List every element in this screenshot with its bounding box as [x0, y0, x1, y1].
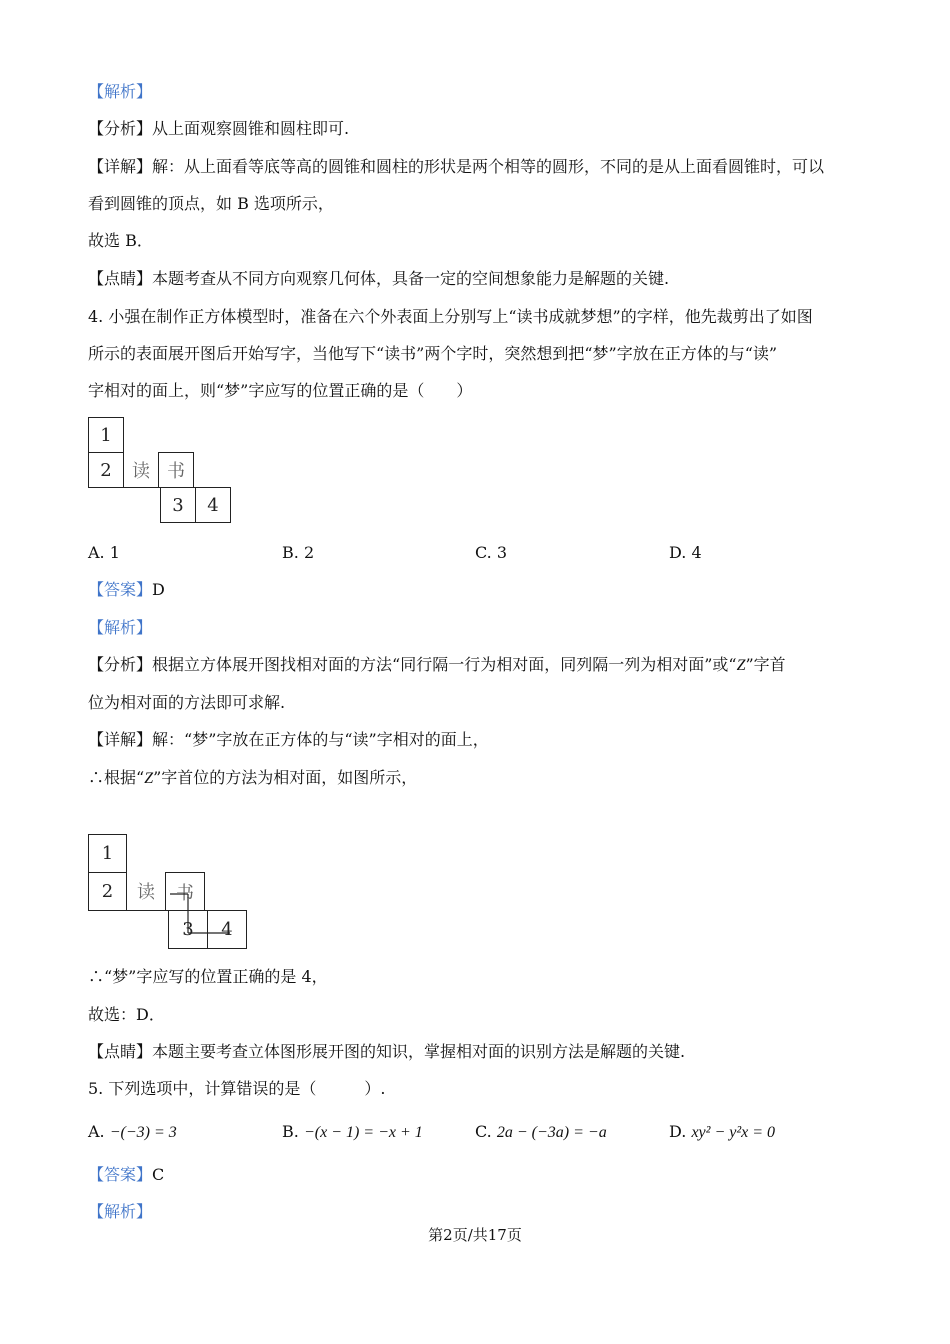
fenxi-text-tail: ”字首 — [745, 655, 786, 674]
answer-line — [88, 1164, 164, 1186]
net-cell-1: 1 — [88, 834, 127, 873]
net-cell-3: 3 — [160, 487, 196, 523]
therefore-line-1 — [88, 767, 417, 790]
net-cell-shu: 书 — [165, 872, 205, 911]
comment-line — [88, 1041, 685, 1063]
dianjing-tag: 【点睛】 — [88, 1042, 153, 1061]
analysis-tag: 【解析】 — [88, 618, 153, 637]
fenxi-tag: 【分析】 — [88, 655, 153, 674]
answer-value: D — [152, 580, 165, 599]
question-4-line-2: 所示的表面展开图后开始写字，当他写下“读书”两个字时，突然想到把“梦”字放在正方体的与“读” — [88, 344, 778, 363]
dianjing-text: 本题主要考查立体图形展开图的知识，掌握相对面的识别方法是解题的关键. — [152, 1042, 686, 1061]
dianjing-tag: 【点睛】 — [88, 269, 153, 288]
question-4-line-3: 字相对的面上，则“梦”字应写的位置正确的是（ ） — [88, 381, 473, 400]
answer-tag: 【答案】 — [88, 1165, 153, 1184]
option-value: −(x − 1) = −x + 1 — [303, 1124, 423, 1141]
q5-option-c — [475, 1121, 607, 1144]
fenxi-text: 根据立方体展开图找相对面的方法“同行隔一行为相对面，同列隔一列为相对面”或“ — [152, 655, 737, 674]
therefore-pre: ∴根据“ — [88, 768, 145, 787]
fenxi-tag: 【分析】 — [88, 119, 153, 138]
q5-option-a — [88, 1121, 177, 1144]
therefore-post: ”字首位的方法为相对面，如图所示， — [153, 768, 418, 787]
analysis-tag: 【解析】 — [88, 82, 153, 101]
question-4-line-1: 4. 小强在制作正方体模型时，准备在六个外表面上分别写上“读书成就梦想”的字样，他先裁剪出了如图 — [88, 307, 813, 326]
fenxi-text: 从上面观察圆锥和圆柱即可. — [152, 119, 350, 138]
xiangjie-text: 解：“梦”字放在正方体的与“读”字相对的面上， — [152, 730, 489, 749]
z-letter: Z — [736, 657, 746, 674]
option-value: 4 — [691, 543, 702, 562]
analysis-line-1 — [88, 654, 786, 677]
option-value: 1 — [109, 543, 120, 562]
z-path-lines — [88, 834, 248, 956]
analysis-line-2: 位为相对面的方法即可求解. — [88, 693, 286, 712]
answer-tag: 【答案】 — [88, 580, 153, 599]
option-value: 3 — [496, 543, 508, 562]
net-cell-2: 2 — [88, 452, 124, 488]
z-letter: Z — [144, 770, 154, 787]
option-value: 2a − (−3a) = −a — [496, 1124, 607, 1141]
option-value: −(−3) = 3 — [109, 1124, 177, 1141]
choice-line: 故选 B． — [88, 231, 153, 250]
cube-net-figure — [88, 417, 234, 527]
option-label: B. — [282, 1122, 299, 1141]
xiangjie-text: 解：从上面看等底等高的圆锥和圆柱的形状是两个相等的圆形，不同的是从上面看圆锥时，可以 — [152, 157, 825, 176]
page-footer: 第2页/共17页 — [428, 1226, 522, 1244]
option-label: D. — [669, 543, 687, 562]
analysis-tag: 【解析】 — [88, 1202, 153, 1221]
q5-option-d — [669, 1121, 775, 1144]
q5-option-b — [282, 1121, 423, 1144]
option-label: B. — [282, 543, 299, 562]
net-cell-3: 3 — [168, 910, 208, 949]
xiangjie-tag: 【详解】 — [88, 730, 153, 749]
choice-line: 故选：D． — [88, 1005, 165, 1024]
net-cell-2: 2 — [88, 872, 127, 911]
option-label: C. — [475, 543, 492, 562]
net-cell-4: 4 — [195, 487, 231, 523]
q4-option-b — [282, 542, 314, 564]
cube-net-solution-figure — [88, 834, 248, 956]
detail-line — [88, 729, 489, 751]
option-value: 2 — [303, 543, 315, 562]
option-label: C. — [475, 1122, 492, 1141]
detail-line-2: 看到圆锥的顶点，如 B 选项所示， — [88, 194, 334, 213]
net-cell-du: 读 — [123, 452, 159, 488]
answer-line — [88, 579, 165, 601]
xiangjie-tag: 【详解】 — [88, 157, 153, 176]
comment-line — [88, 268, 669, 290]
net-cell-1: 1 — [88, 417, 124, 453]
analysis-text — [88, 118, 349, 140]
question-5-line-1: 5. 下列选项中，计算错误的是（ ）. — [88, 1079, 386, 1098]
dianjing-text: 本题考查从不同方向观察几何体，具备一定的空间想象能力是解题的关键. — [152, 269, 670, 288]
option-label: D. — [669, 1122, 687, 1141]
detail-line-1 — [88, 156, 824, 178]
option-label: A. — [88, 543, 105, 562]
option-label: A. — [88, 1122, 105, 1141]
q4-option-a — [88, 542, 120, 564]
therefore-line-2: ∴“梦”字应写的位置正确的是 4， — [88, 967, 328, 986]
net-cell-shu: 书 — [158, 452, 194, 488]
q4-option-c — [475, 542, 507, 564]
answer-value: C — [152, 1165, 165, 1184]
q4-option-d — [669, 542, 702, 564]
net-cell-4: 4 — [207, 910, 247, 949]
option-value: xy² − y²x = 0 — [691, 1124, 776, 1141]
net-cell-du: 读 — [126, 872, 166, 911]
